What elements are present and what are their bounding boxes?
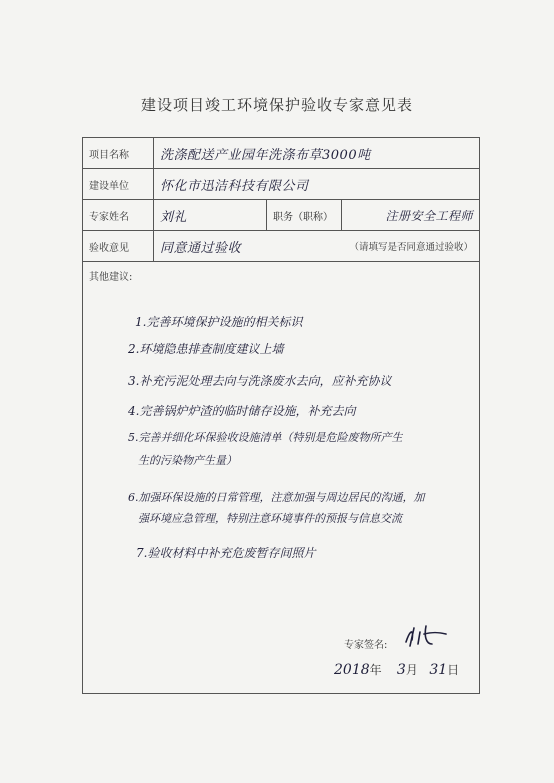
expert-name-label: 专家姓名	[83, 200, 154, 231]
position-value: 注册安全工程师	[342, 200, 480, 231]
suggestion-item: 生的污染物产生量）	[138, 454, 237, 467]
position-label: 职务（职称）	[267, 200, 342, 231]
date-month: 3	[396, 662, 406, 678]
company-row	[83, 169, 480, 200]
date-day: 31	[429, 662, 448, 678]
project-name-value: 洗涤配送产业园年洗涤布草3000吨	[154, 138, 480, 169]
company-label: 建设单位	[83, 169, 154, 200]
signature-date	[334, 661, 459, 678]
date-month-unit: 月	[405, 663, 418, 677]
opinion-value: 同意通过验收	[154, 231, 267, 262]
suggestion-item: 5.完善并细化环保验收设施清单（特别是危险废物所产生	[128, 431, 403, 444]
suggestion-item: 4.完善锅炉炉渣的临时储存设施，补充去向	[128, 404, 356, 418]
suggestion-item: 7.验收材料中补充危废暂存间照片	[136, 546, 316, 560]
expert-name-value: 刘礼	[154, 200, 267, 231]
page-title: 建设项目竣工环境保护验收专家意见表	[140, 96, 413, 114]
other-suggestions-label: 其他建议:	[89, 272, 133, 283]
suggestion-item: 强环境应急管理，特别注意环境事件的预报与信息交流	[138, 512, 402, 525]
opinion-row	[83, 231, 480, 262]
expert-signature-label: 专家签名:	[344, 640, 388, 651]
project-name-row	[83, 138, 480, 169]
opinion-label: 验收意见	[83, 231, 154, 262]
suggestion-item: 3.补充污泥处理去向与洗涤废水去向，应补充协议	[128, 374, 392, 388]
opinion-hint: （请填写是否同意通过验收）	[267, 231, 480, 262]
handwritten-signature	[402, 622, 450, 650]
date-year: 2018	[334, 662, 370, 678]
date-day-unit: 日	[447, 663, 460, 677]
expert-row	[83, 200, 480, 231]
date-year-unit: 年	[369, 663, 382, 677]
project-name-label: 项目名称	[83, 138, 154, 169]
suggestion-item: 6.加强环保设施的日常管理，注意加强与周边居民的沟通，加	[128, 491, 425, 504]
suggestion-item: 1.完善环境保护设施的相关标识	[135, 315, 303, 329]
company-value: 怀化市迅洁科技有限公司	[154, 169, 480, 200]
suggestion-item: 2.环境隐患排查制度建议上墙	[128, 342, 284, 356]
